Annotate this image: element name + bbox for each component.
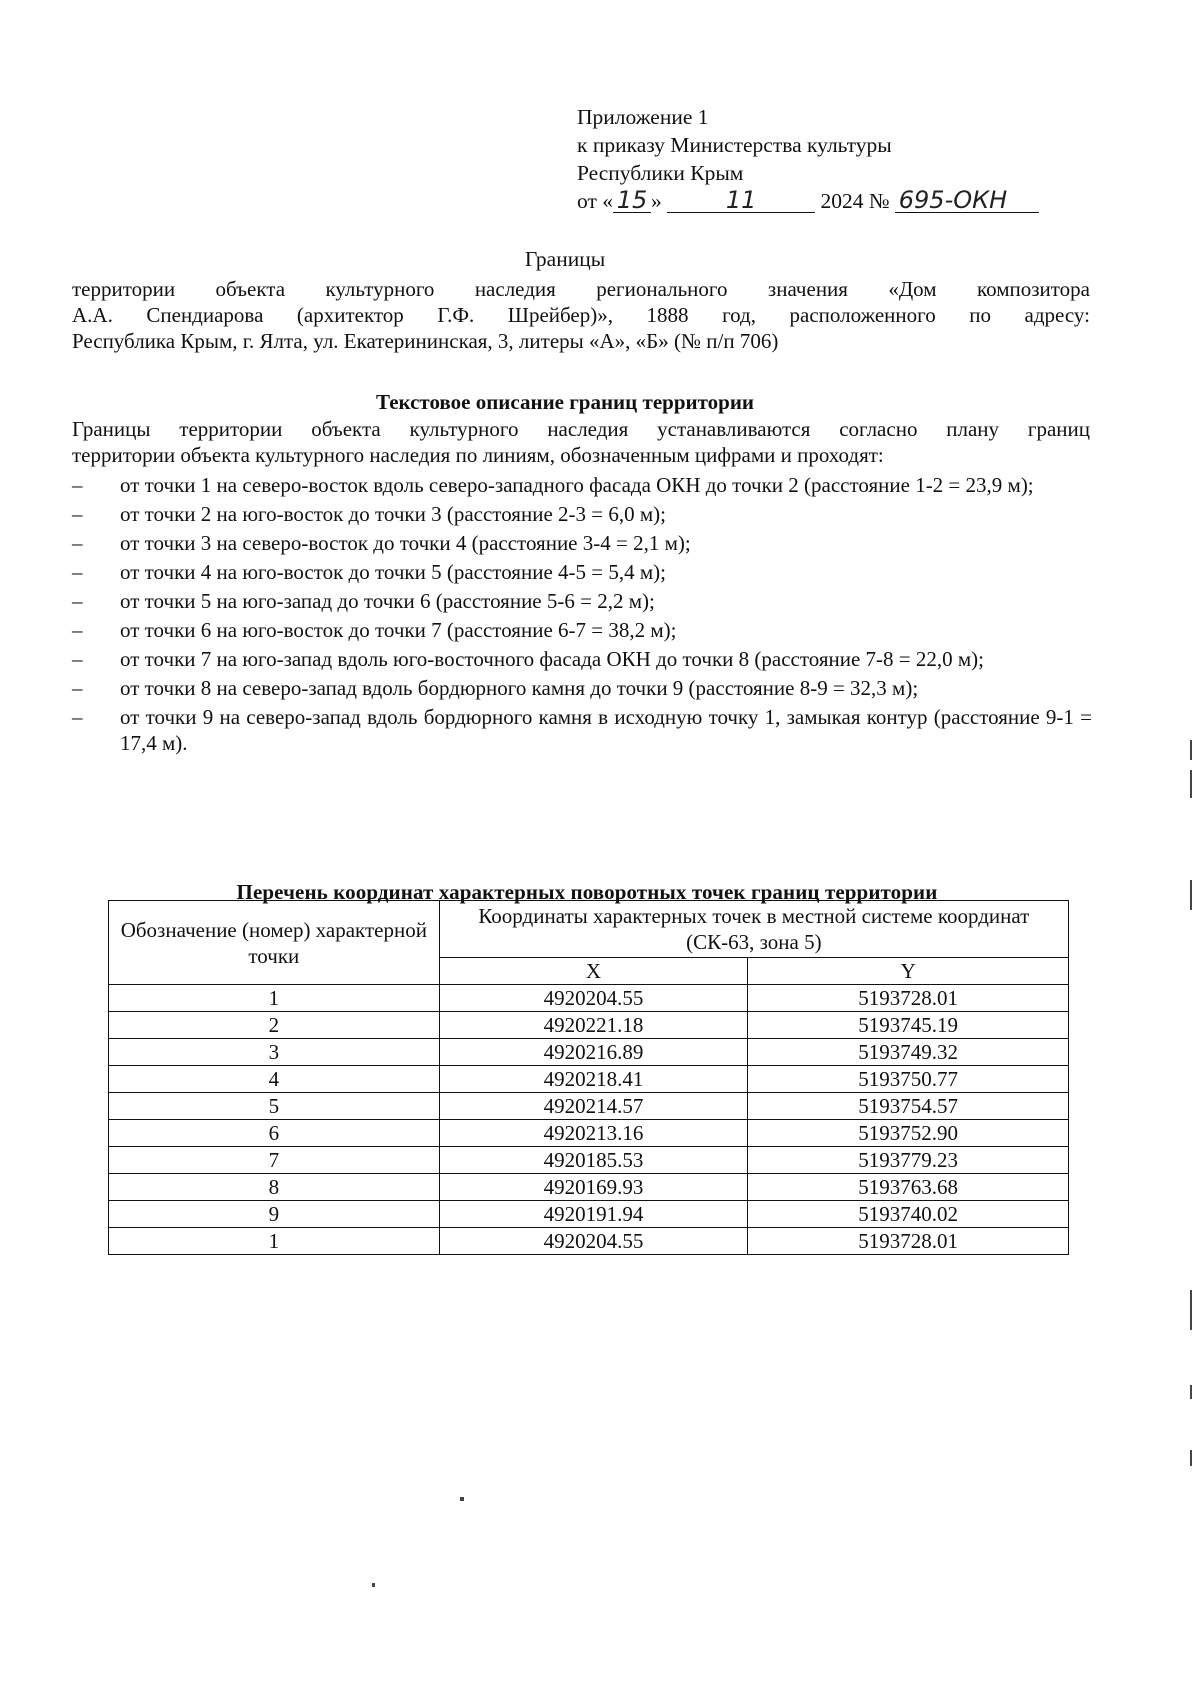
point-cell: 1 [109, 985, 440, 1012]
point-cell: 6 [109, 1120, 440, 1147]
table-row [109, 1120, 1069, 1147]
list-item [72, 675, 1092, 701]
order-number-field [895, 186, 1039, 214]
table-caption: Перечень координат характерных поворотных точек границ территории [236, 880, 938, 904]
list-item [72, 472, 1092, 498]
point-cell: 8 [109, 1174, 440, 1201]
boundary-segments-list [72, 472, 1092, 759]
bullet-dash: – [72, 705, 83, 729]
y-cell: 5193779.23 [748, 1147, 1069, 1174]
table-row [109, 1093, 1069, 1120]
segment-text: от точки 5 на юго-запад до точки 6 (расстояние 5-6 = 2,2 м); [120, 589, 655, 613]
table-row [109, 1066, 1069, 1093]
date-day-field [613, 186, 651, 214]
table-row [109, 1012, 1069, 1039]
list-item [72, 617, 1092, 643]
x-cell: 4920185.53 [439, 1147, 748, 1174]
segment-text: от точки 8 на северо-запад вдоль бордюрного камня до точки 9 (расстояние 8-9 = 32,3 м); [120, 676, 919, 700]
y-column-header: Y [748, 958, 1069, 985]
date-day-close: » [651, 189, 662, 213]
table-row [109, 1039, 1069, 1066]
table-row [109, 985, 1069, 1012]
bullet-dash: – [72, 618, 83, 642]
scan-artifact [1190, 1385, 1192, 1399]
y-cell: 5193749.32 [748, 1039, 1069, 1066]
republic-name: Республики Крым [577, 161, 744, 185]
title-line-3: Республика Крым, г. Ялта, ул. Екатерининская, 3, литеры «А», «Б» (№ п/п 706) [72, 329, 779, 353]
title-line-1: территории объекта культурного наследия регионального значения «Дом композитора [72, 277, 1090, 301]
x-cell: 4920169.93 [439, 1174, 748, 1201]
table-row [109, 1147, 1069, 1174]
point-cell: 2 [109, 1012, 440, 1039]
bullet-dash: – [72, 560, 83, 584]
scan-artifact [1190, 740, 1192, 760]
date-month-field [667, 186, 815, 214]
title-description [72, 276, 1090, 354]
bullet-dash: – [72, 676, 83, 700]
appendix-header [577, 103, 1039, 215]
y-cell: 5193763.68 [748, 1174, 1069, 1201]
point-cell: 1 [109, 1228, 440, 1255]
scan-artifact [460, 1497, 464, 1501]
scan-artifact [1190, 770, 1192, 798]
point-cell: 9 [109, 1201, 440, 1228]
bullet-dash: – [72, 589, 83, 613]
order-reference: к приказу Министерства культуры [577, 133, 892, 157]
handwritten-month: 11 [725, 186, 757, 214]
segment-text: от точки 3 на северо-восток до точки 4 (расстояние 3-4 = 2,1 м); [120, 531, 691, 555]
point-cell: 4 [109, 1066, 440, 1093]
scan-artifact [1190, 1450, 1192, 1466]
handwritten-day: 15 [616, 186, 648, 214]
x-cell: 4920216.89 [439, 1039, 748, 1066]
table-header-row [109, 901, 1069, 958]
table-row [109, 1174, 1069, 1201]
segment-text: от точки 9 на северо-запад вдоль бордюрного камня в исходную точку 1, замыкая контур (расстояние 9-1 = 17,4 м). [120, 705, 1092, 755]
x-cell: 4920214.57 [439, 1093, 748, 1120]
x-cell: 4920213.16 [439, 1120, 748, 1147]
point-cell: 7 [109, 1147, 440, 1174]
x-cell: 4920204.55 [439, 1228, 748, 1255]
year-and-number-label: 2024 № [820, 189, 890, 213]
order-date-line [577, 187, 1039, 215]
segment-text: от точки 2 на юго-восток до точки 3 (расстояние 2-3 = 6,0 м); [120, 502, 666, 526]
bullet-dash: – [72, 473, 83, 497]
x-cell: 4920221.18 [439, 1012, 748, 1039]
scan-artifact [1190, 1290, 1192, 1330]
scan-artifact [1190, 880, 1192, 910]
date-prefix: от « [577, 189, 613, 213]
y-cell: 5193728.01 [748, 985, 1069, 1012]
x-cell: 4920218.41 [439, 1066, 748, 1093]
scan-artifact [372, 1583, 375, 1587]
document-title: Границы [524, 247, 606, 271]
table-row [109, 1228, 1069, 1255]
coordinates-table [108, 900, 1069, 1255]
y-cell: 5193752.90 [748, 1120, 1069, 1147]
y-cell: 5193750.77 [748, 1066, 1069, 1093]
list-item [72, 559, 1092, 585]
bullet-dash: – [72, 531, 83, 555]
description-intro [72, 416, 1090, 468]
list-item [72, 704, 1092, 756]
list-item [72, 588, 1092, 614]
bullet-dash: – [72, 647, 83, 671]
intro-line-1: Границы территории объекта культурного наследия устанавливаются согласно плану границ [72, 417, 1090, 441]
y-cell: 5193728.01 [748, 1228, 1069, 1255]
point-column-header: Обозначение (номер) характерной точки [109, 901, 440, 985]
x-cell: 4920204.55 [439, 985, 748, 1012]
y-cell: 5193745.19 [748, 1012, 1069, 1039]
segment-text: от точки 4 на юго-восток до точки 5 (расстояние 4-5 = 5,4 м); [120, 560, 666, 584]
table-row [109, 1201, 1069, 1228]
segment-text: от точки 7 на юго-запад вдоль юго-восточного фасада ОКН до точки 8 (расстояние 7-8 = 22,0 м); [120, 647, 984, 671]
title-line-2: А.А. Спендиарова (архитектор Г.Ф. Шрейбер)», 1888 год, расположенного по адресу: [72, 303, 1090, 327]
appendix-label: Приложение 1 [577, 105, 709, 129]
coords-column-header: Координаты характерных точек в местной системе координат (СК-63, зона 5) [439, 901, 1068, 958]
segment-text: от точки 1 на северо-восток вдоль северо-западного фасада ОКН до точки 2 (расстояние 1-2 = 23,9 м); [120, 473, 1034, 497]
list-item [72, 646, 1092, 672]
x-cell: 4920191.94 [439, 1201, 748, 1228]
segment-text: от точки 6 на юго-восток до точки 7 (расстояние 6-7 = 38,2 м); [120, 618, 677, 642]
bullet-dash: – [72, 502, 83, 526]
point-cell: 3 [109, 1039, 440, 1066]
description-heading: Текстовое описание границ территории [375, 390, 755, 414]
list-item [72, 530, 1092, 556]
y-cell: 5193754.57 [748, 1093, 1069, 1120]
x-column-header: X [439, 958, 748, 985]
intro-line-2: территории объекта культурного наследия по линиям, обозначенным цифрами и проходят: [72, 443, 884, 467]
handwritten-order-number: 695-ОКН [898, 186, 1008, 214]
y-cell: 5193740.02 [748, 1201, 1069, 1228]
list-item [72, 501, 1092, 527]
point-cell: 5 [109, 1093, 440, 1120]
